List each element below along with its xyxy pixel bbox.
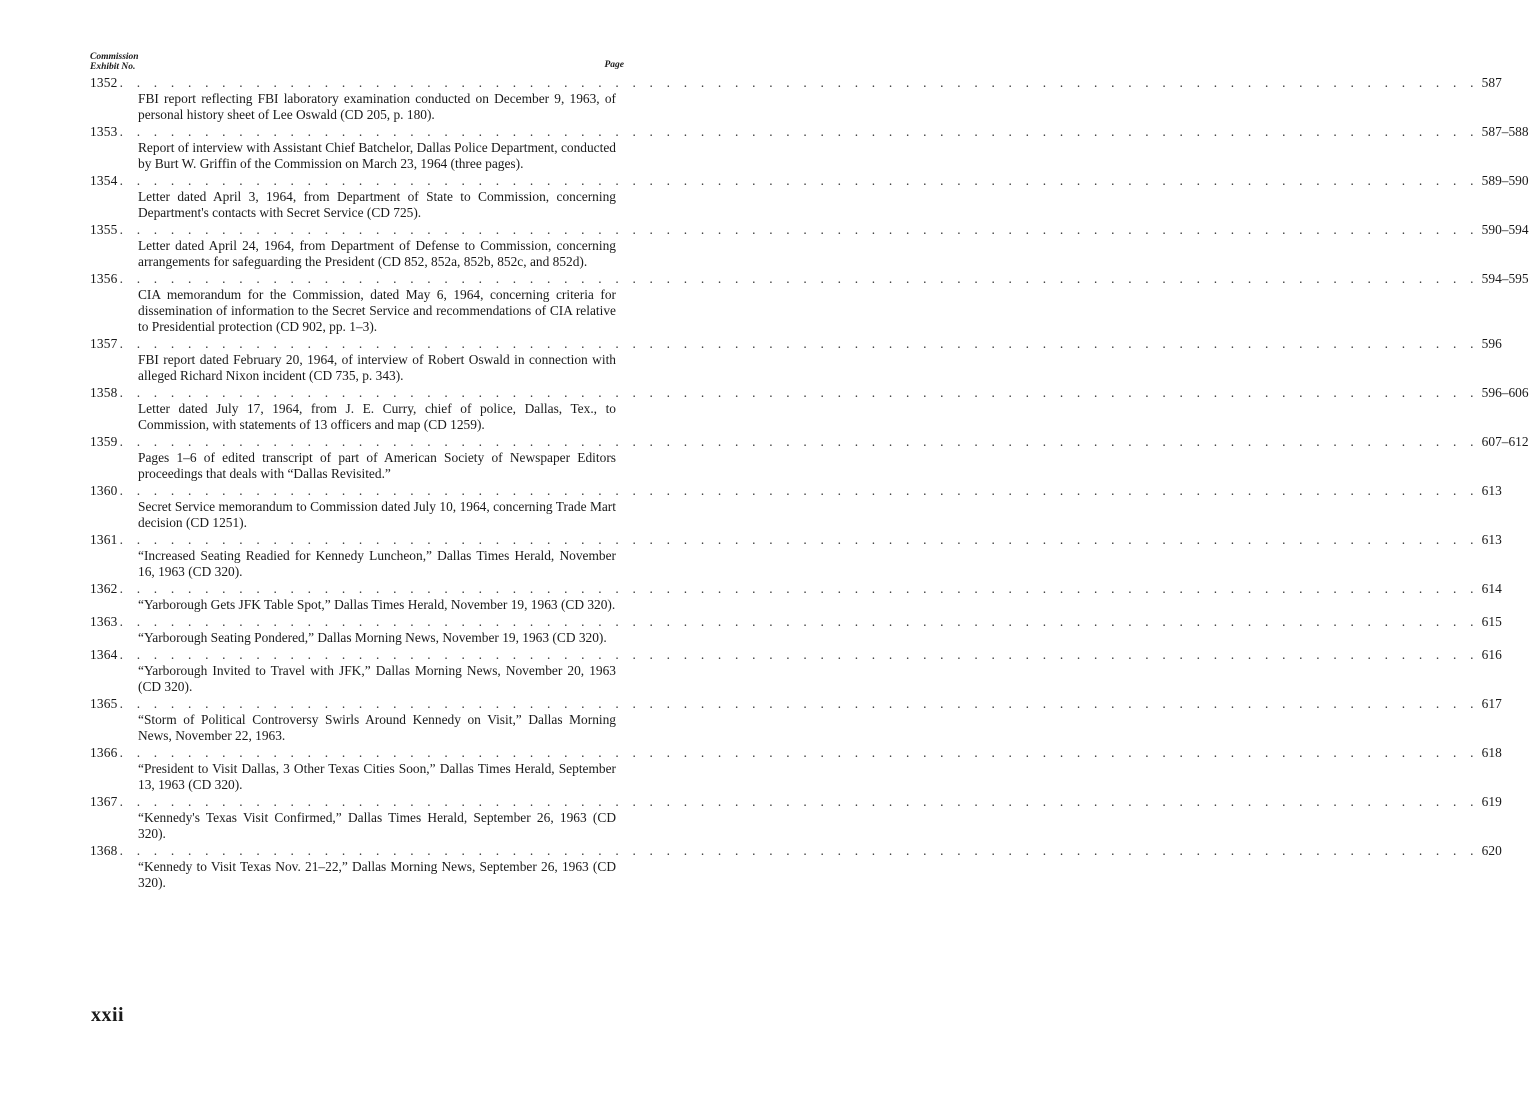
exhibit-entry [90, 270, 1529, 335]
dot-leader: . . . . . . . . . . . . . . . . . . . . . . . . . . . . . . . . . . . . . . . . . . . . . . . . . . . . . . . . . . . . . . . . . . . . . . . . . . . . . . . . [119, 581, 1479, 596]
exhibit-page: 620 [1481, 843, 1502, 858]
exhibit-number: 1352 [90, 75, 118, 90]
exhibit-entry-head [90, 335, 1502, 352]
exhibit-page: 618 [1481, 745, 1502, 760]
dot-leader: . . . . . . . . . . . . . . . . . . . . . . . . . . . . . . . . . . . . . . . . . . . . . . . . . . . . . . . . . . . . . . . . . . . . . . . . . . . . . . . . [119, 647, 1479, 662]
exhibit-entry-head [90, 123, 1529, 140]
exhibit-entry [90, 580, 1502, 613]
exhibit-number: 1367 [90, 794, 118, 809]
dot-leader: . . . . . . . . . . . . . . . . . . . . . . . . . . . . . . . . . . . . . . . . . . . . . . . . . . . . . . . . . . . . . . . . . . . . . . . . . . . . . . . . [119, 794, 1479, 809]
exhibit-entry [90, 172, 1529, 221]
exhibit-entry [90, 646, 1502, 695]
exhibit-entry-head [90, 580, 1502, 597]
exhibit-entry [90, 433, 1529, 482]
exhibit-number: 1362 [90, 581, 118, 596]
exhibit-entry [90, 793, 1502, 842]
exhibit-entry-head [90, 221, 1529, 238]
exhibit-entry-head [90, 531, 1502, 548]
exhibit-entry-head [90, 646, 1502, 663]
exhibit-entry [90, 74, 1502, 123]
exhibit-label-line1: Commission [90, 52, 139, 62]
exhibit-page: 587 [1481, 75, 1502, 90]
exhibit-page: 614 [1481, 581, 1502, 596]
dot-leader: . . . . . . . . . . . . . . . . . . . . . . . . . . . . . . . . . . . . . . . . . . . . . . . . . . . . . . . . . . . . . . . . . . . . . . . . . . . . . . . . [119, 75, 1479, 90]
exhibit-list [90, 74, 1529, 891]
exhibit-entry [90, 695, 1502, 744]
dot-leader: . . . . . . . . . . . . . . . . . . . . . . . . . . . . . . . . . . . . . . . . . . . . . . . . . . . . . . . . . . . . . . . . . . . . . . . . . . . . . . . . [119, 843, 1479, 858]
exhibit-entry [90, 335, 1502, 384]
exhibit-description: FBI report dated February 20, 1964, of interview of Robert Oswald in connection with alleged Richard Nixon incident (CD 735, p. 343). [138, 352, 616, 383]
dot-leader: . . . . . . . . . . . . . . . . . . . . . . . . . . . . . . . . . . . . . . . . . . . . . . . . . . . . . . . . . . . . . . . . . . . . . . . . . . . . . . . . [119, 173, 1479, 188]
exhibit-description: “Kennedy's Texas Visit Confirmed,” Dallas Times Herald, September 26, 1963 (CD 320). [138, 810, 616, 841]
exhibit-entry-head [90, 744, 1502, 761]
exhibit-number: 1360 [90, 483, 118, 498]
exhibit-entry-head [90, 172, 1529, 189]
exhibit-number: 1363 [90, 614, 118, 629]
exhibit-entry-head [90, 433, 1529, 450]
dot-leader: . . . . . . . . . . . . . . . . . . . . . . . . . . . . . . . . . . . . . . . . . . . . . . . . . . . . . . . . . . . . . . . . . . . . . . . . . . . . . . . . [119, 271, 1479, 286]
exhibit-number: 1359 [90, 434, 118, 449]
exhibit-page: 615 [1481, 614, 1502, 629]
exhibit-number: 1365 [90, 696, 118, 711]
exhibit-page: 617 [1481, 696, 1502, 711]
exhibit-entry [90, 384, 1529, 433]
dot-leader: . . . . . . . . . . . . . . . . . . . . . . . . . . . . . . . . . . . . . . . . . . . . . . . . . . . . . . . . . . . . . . . . . . . . . . . . . . . . . . . . [119, 222, 1479, 237]
exhibit-number: 1368 [90, 843, 118, 858]
exhibit-description: Report of interview with Assistant Chief Batchelor, Dallas Police Department, conducted by Burt W. Griffin of the Commission on March 23, 1964 (three pages). [138, 140, 616, 171]
exhibit-page: 607–612 [1481, 434, 1529, 449]
exhibit-description: FBI report reflecting FBI laboratory examination conducted on December 9, 1963, of personal history sheet of Lee Oswald (CD 205, p. 180). [138, 91, 616, 122]
exhibit-entry [90, 123, 1529, 172]
exhibit-number: 1364 [90, 647, 118, 662]
exhibit-page: 587–588 [1481, 124, 1529, 139]
exhibit-description: Pages 1–6 of edited transcript of part of American Society of Newspaper Editors proceedings that deals with “Dallas Revisited.” [138, 450, 616, 481]
exhibit-number: 1354 [90, 173, 118, 188]
dot-leader: . . . . . . . . . . . . . . . . . . . . . . . . . . . . . . . . . . . . . . . . . . . . . . . . . . . . . . . . . . . . . . . . . . . . . . . . . . . . . . . . [119, 434, 1479, 449]
exhibit-description: “President to Visit Dallas, 3 Other Texas Cities Soon,” Dallas Times Herald, September 13, 1963 (CD 320). [138, 761, 616, 792]
exhibit-page: 596 [1481, 336, 1502, 351]
exhibit-description: “Yarborough Invited to Travel with JFK,” Dallas Morning News, November 20, 1963 (CD 320). [138, 663, 616, 694]
exhibit-entry [90, 531, 1502, 580]
dot-leader: . . . . . . . . . . . . . . . . . . . . . . . . . . . . . . . . . . . . . . . . . . . . . . . . . . . . . . . . . . . . . . . . . . . . . . . . . . . . . . . . [119, 483, 1479, 498]
exhibit-description: “Increased Seating Readied for Kennedy Luncheon,” Dallas Times Herald, November 16, 1963 (CD 320). [138, 548, 616, 579]
exhibit-entry [90, 482, 1502, 531]
exhibit-description: “Kennedy to Visit Texas Nov. 21–22,” Dallas Morning News, September 26, 1963 (CD 320). [138, 859, 616, 890]
exhibit-description: “Storm of Political Controversy Swirls Around Kennedy on Visit,” Dallas Morning News, November 22, 1963. [138, 712, 616, 743]
exhibit-label-line2: Exhibit No. [90, 62, 136, 72]
exhibit-entry-head [90, 482, 1502, 499]
exhibit-entry-head [90, 270, 1529, 287]
exhibit-column-label [90, 52, 139, 72]
dot-leader: . . . . . . . . . . . . . . . . . . . . . . . . . . . . . . . . . . . . . . . . . . . . . . . . . . . . . . . . . . . . . . . . . . . . . . . . . . . . . . . . [119, 124, 1479, 139]
exhibit-entry [90, 613, 1502, 646]
exhibit-description: CIA memorandum for the Commission, dated May 6, 1964, concerning criteria for dissemination of information to the Secret Service and recommendations of CIA relative to Presidential protection (CD 902, pp. 1–3). [138, 287, 616, 334]
exhibit-entry-head [90, 695, 1502, 712]
exhibit-entry-head [90, 793, 1502, 810]
exhibit-description: “Yarborough Gets JFK Table Spot,” Dallas Times Herald, November 19, 1963 (CD 320). [138, 597, 616, 612]
page-column-label: Page [604, 60, 624, 70]
exhibit-entry-head [90, 74, 1502, 91]
exhibit-description: Letter dated July 17, 1964, from J. E. Curry, chief of police, Dallas, Tex., to Commission, with statements of 13 officers and map (CD 1259). [138, 401, 616, 432]
exhibit-description: Letter dated April 3, 1964, from Department of State to Commission, concerning Department's contacts with Secret Service (CD 725). [138, 189, 616, 220]
exhibit-page: 589–590 [1481, 173, 1529, 188]
exhibit-description: “Yarborough Seating Pondered,” Dallas Morning News, November 19, 1963 (CD 320). [138, 630, 607, 645]
exhibit-number: 1361 [90, 532, 118, 547]
dot-leader: . . . . . . . . . . . . . . . . . . . . . . . . . . . . . . . . . . . . . . . . . . . . . . . . . . . . . . . . . . . . . . . . . . . . . . . . . . . . . . . . [119, 745, 1479, 760]
exhibit-number: 1353 [90, 124, 118, 139]
exhibit-number: 1358 [90, 385, 118, 400]
exhibit-entry-head [90, 613, 1502, 630]
dot-leader: . . . . . . . . . . . . . . . . . . . . . . . . . . . . . . . . . . . . . . . . . . . . . . . . . . . . . . . . . . . . . . . . . . . . . . . . . . . . . . . . [119, 336, 1479, 351]
exhibit-page: 596–606 [1481, 385, 1529, 400]
exhibit-entry [90, 221, 1529, 270]
exhibit-description: Secret Service memorandum to Commission dated July 10, 1964, concerning Trade Mart decision (CD 1251). [138, 499, 616, 530]
exhibit-entry [90, 744, 1502, 793]
exhibit-page: 619 [1481, 794, 1502, 809]
exhibit-number: 1355 [90, 222, 118, 237]
exhibit-entry-head [90, 842, 1502, 859]
page-number: xxii [91, 1004, 125, 1026]
exhibit-page: 590–594 [1481, 222, 1529, 237]
exhibit-number: 1366 [90, 745, 118, 760]
exhibit-number: 1356 [90, 271, 118, 286]
exhibit-page: 616 [1481, 647, 1502, 662]
dot-leader: . . . . . . . . . . . . . . . . . . . . . . . . . . . . . . . . . . . . . . . . . . . . . . . . . . . . . . . . . . . . . . . . . . . . . . . . . . . . . . . . [119, 614, 1479, 629]
dot-leader: . . . . . . . . . . . . . . . . . . . . . . . . . . . . . . . . . . . . . . . . . . . . . . . . . . . . . . . . . . . . . . . . . . . . . . . . . . . . . . . . [119, 696, 1479, 711]
exhibit-entry [90, 842, 1502, 891]
dot-leader: . . . . . . . . . . . . . . . . . . . . . . . . . . . . . . . . . . . . . . . . . . . . . . . . . . . . . . . . . . . . . . . . . . . . . . . . . . . . . . . . [119, 532, 1479, 547]
exhibit-page: 594–595 [1481, 271, 1529, 286]
exhibit-description: Letter dated April 24, 1964, from Department of Defense to Commission, concerning arrangements for safeguarding the President (CD 852, 852a, 852b, 852c, and 852d). [138, 238, 616, 269]
exhibit-entry-head [90, 384, 1529, 401]
exhibit-page: 613 [1481, 532, 1502, 547]
dot-leader: . . . . . . . . . . . . . . . . . . . . . . . . . . . . . . . . . . . . . . . . . . . . . . . . . . . . . . . . . . . . . . . . . . . . . . . . . . . . . . . . [119, 385, 1479, 400]
exhibit-number: 1357 [90, 336, 118, 351]
exhibit-page: 613 [1481, 483, 1502, 498]
